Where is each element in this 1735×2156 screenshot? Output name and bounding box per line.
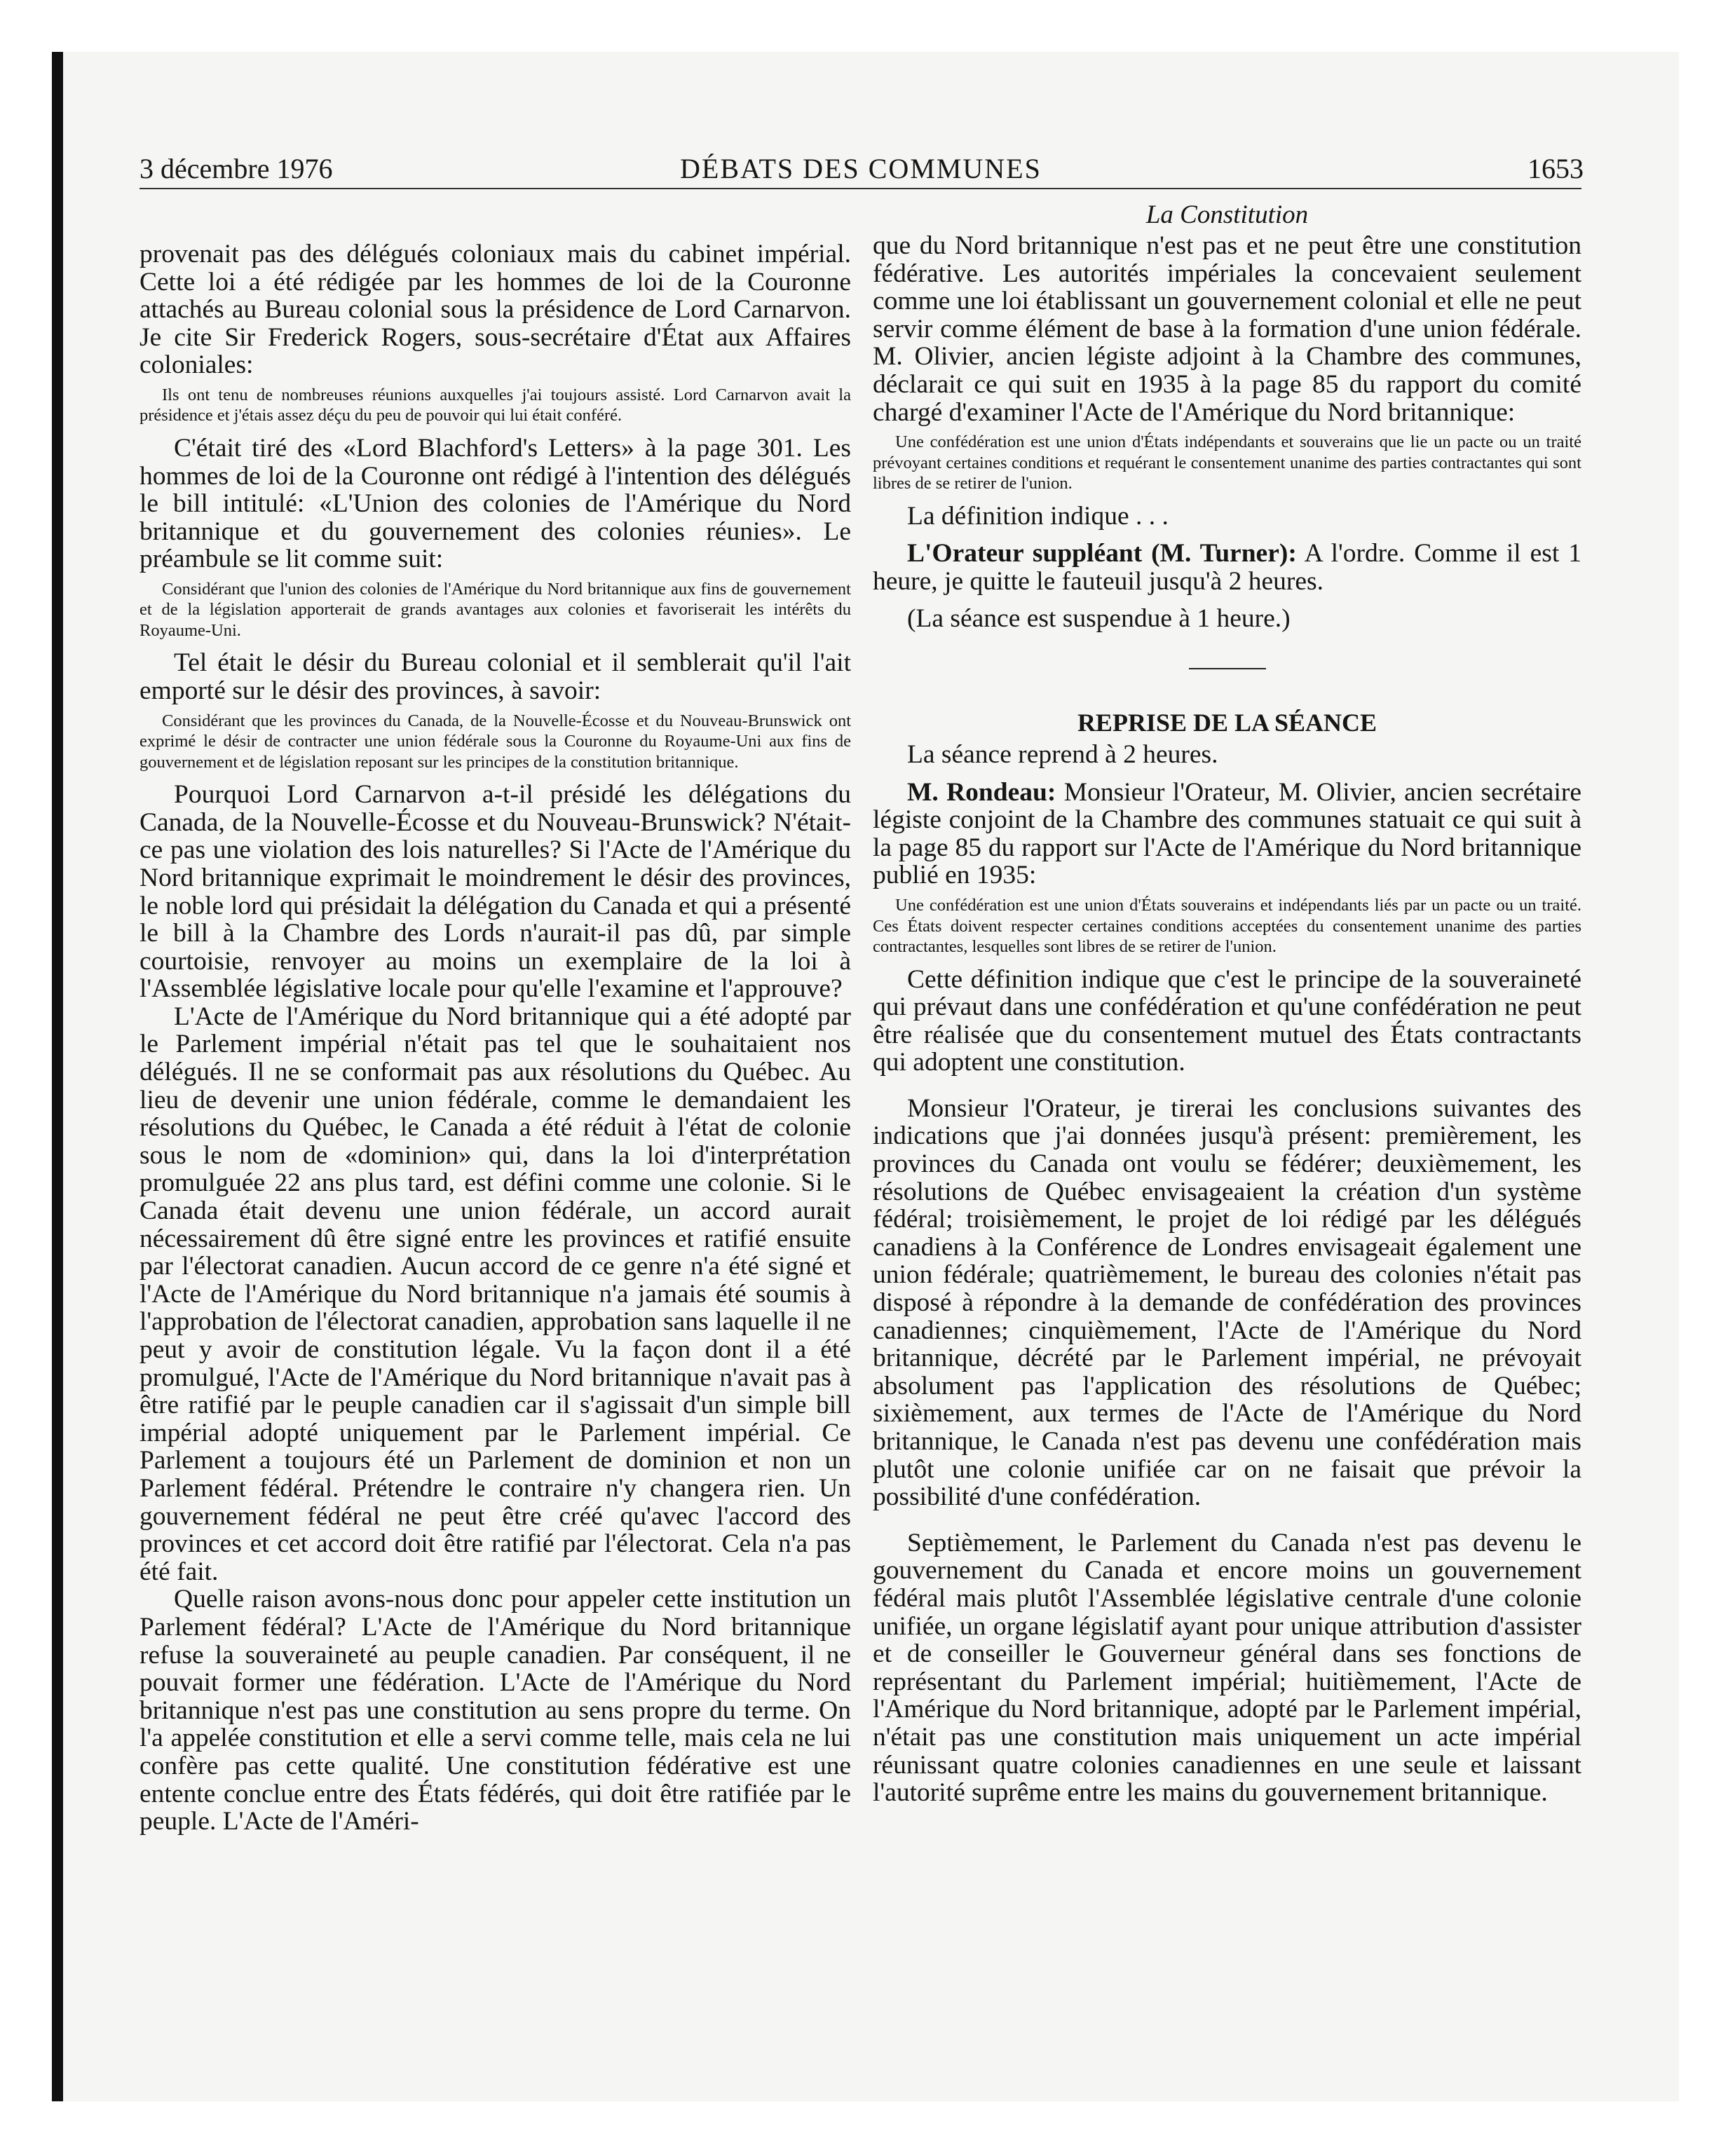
- speaker-name: L'Orateur suppléant (M. Turner):: [907, 539, 1297, 568]
- block-quote: Une confédération est une union d'États souverains et indépendants liés par un pacte ou un traité. Ces États doivent respecter certaines conditions acceptées du consentement unanime des parties contractantes, lesquelles sont libres de se retirer de l'union.: [873, 896, 1581, 956]
- block-quote: Ils ont tenu de nombreuses réunions auxquelles j'ai toujours assisté. Lord Carnarvon avait la présidence et j'étais assez déçu du peu de pouvoir qui lui était conféré.: [140, 385, 851, 425]
- block-quote: Une confédération est une union d'États indépendants et souverains que lie un pacte ou un traité prévoyant certaines conditions et requérant le consentement unanime des parties contractantes qui sont libres de se retirer de l'union.: [873, 432, 1581, 493]
- column-heading: La Constitution: [1145, 200, 1309, 229]
- paragraph: La définition indique . . .: [907, 501, 1169, 531]
- paragraph: La séance reprend à 2 heures.: [907, 740, 1218, 770]
- paragraph: Quelle raison avons-nous donc pour appeler cette institution un Parlement fédéral? L'Acte de l'Amérique du Nord britannique refuse la souveraineté au peuple canadien. Par conséquent, il ne pouvait former une fédération. L'Acte de l'Amérique du Nord britannique n'est pas une constitution au sens propre du terme. On l'a appelée constitution et elle a servi comme telle, mais cela ne lui confère pas cette qualité. Une constitution fédérative est une entente conclue entre des États fédérés, qui doit être ratifiée par le peuple. L'Acte de l'Améri-: [140, 1585, 851, 1836]
- header-page-number: 1653: [1528, 153, 1584, 184]
- binding-edge: [52, 52, 63, 2101]
- block-quote: Considérant que l'union des colonies de l'Amérique du Nord britannique aux fins de gouvernement et de la législation apporterait de grands avantages aux colonies et favoriserait les intérêts du Royaume-Uni.: [140, 579, 851, 640]
- speaker-paragraph: [873, 540, 1581, 595]
- block-quote: Considérant que les provinces du Canada, de la Nouvelle-Écosse et du Nouveau-Brunswick ont exprimé le désir de contracter une union fédérale sous la Couronne du Royaume-Uni aux fins de gouvernement et de législation reposant sur les principes de la constitution britannique.: [140, 711, 851, 772]
- speaker-paragraph: [873, 779, 1581, 889]
- section-title: REPRISE DE LA SÉANCE: [1077, 709, 1377, 737]
- paragraph: L'Acte de l'Amérique du Nord britannique qui a été adopté par le Parlement impérial n'était pas tel que le souhaitaient nos délégués. Il ne se conformait pas aux résolutions du Québec. Au lieu de devenir une union fédérale, comme le demandaient les résolutions du Québec, le Canada a été réduit à l'état de colonie sous le nom de «dominion» qui, dans la loi d'interprétation promulguée 22 ans plus tard, est défini comme une colonie. Si le Canada était devenu une union fédérale, un accord aurait nécessairement dû être signé entre les provinces et ratifié ensuite par l'électorat canadien. Aucun accord de ce genre n'a été signé et l'Acte de l'Amérique du Nord britannique n'a jamais été soumis à l'approbation de l'électorat canadien, approbation sans laquelle il ne peut y avoir de constitution légale. Vu la façon dont il a été promulgué, l'Acte de l'Amérique du Nord britannique n'avait pas à être ratifié par le peuple canadien car il s'agissait d'un simple bill impérial adopté uniquement par le Parlement impérial. Ce Parlement a toujours été un Parlement de dominion et non un Parlement fédéral. Prétendre le contraire n'y changera rien. Un gouvernement fédéral ne peut être créé qu'avec l'accord des provinces et cet accord doit être ratifié par l'électorat. Cela n'a pas été fait.: [140, 1002, 851, 1586]
- paragraph: Cette définition indique que c'est le principe de la souveraineté qui prévaut dans une confédération et qu'une confédération ne peut être réalisée que du consentement mutuel des États contractants qui adoptent une constitution.: [873, 964, 1581, 1077]
- header-title: DÉBATS DES COMMUNES: [680, 153, 1042, 184]
- right-column: [873, 200, 1581, 1807]
- paragraph: Tel était le désir du Bureau colonial et il semblerait qu'il l'ait emporté sur le désir des provinces, à savoir:: [140, 648, 851, 706]
- paragraph: provenait pas des délégués coloniaux mais du cabinet impérial. Cette loi a été rédigée par les hommes de loi de la Couronne attachés au Bureau colonial sous la présidence de Lord Carnarvon. Je cite Sir Frederick Rogers, sous-secrétaire d'État aux Affaires coloniales:: [140, 240, 851, 380]
- section-divider: [1189, 668, 1266, 669]
- paragraph: (La séance est suspendue à 1 heure.): [907, 604, 1291, 634]
- paragraph: Septièmement, le Parlement du Canada n'est pas devenu le gouvernement du Canada et encore moins un gouvernement fédéral mais plutôt l'Assemblée législative centrale d'une colonie unifiée, un organe législatif ayant pour unique attribution d'assister et de conseiller le Gouverneur général dans ses fonctions de représentant du Parlement impérial; huitièmement, l'Acte de l'Amérique du Nord britannique, adopté par le Parlement impérial, n'était pas une constitution mais uniquement un acte impérial réunissant quatre colonies canadiennes en une seule et laissant l'autorité suprême entre les mains du gouvernement britannique.: [873, 1528, 1581, 1808]
- header-date: 3 décembre 1976: [140, 153, 333, 184]
- speech-text: Monsieur l'Orateur, M. Olivier, ancien secrétaire légiste conjoint de la Chambre des communes statuait ce qui suit à la page 85 du rapport sur l'Acte de l'Amérique du Nord britannique publié en 1935:: [873, 777, 1581, 890]
- speech-text: A l'ordre. Comme il est 1 heure, je quitte le fauteuil jusqu'à 2 heures.: [873, 539, 1581, 596]
- paragraph: Monsieur l'Orateur, je tirerai les conclusions suivantes des indications que j'ai données jusqu'à présent: premièrement, les provinces du Canada ont voulu se fédérer; deuxièmement, les résolutions de Québec envisageaient la création d'un système fédéral; troisièmement, le projet de loi rédigé par les délégués canadiens à la Conférence de Londres envisageait également une union fédérale; quatrièmement, le bureau des colonies n'était pas disposé à répondre à la demande de confédération des provinces canadiennes; cinquièmement, l'Acte de l'Amérique du Nord britannique, décrété par le Parlement impérial, ne prévoyait absolument pas l'application des résolutions de Québec; sixièmement, aux termes de l'Acte de l'Amérique du Nord britannique, le Canada n'est pas devenu une confédération mais plutôt une colonie unifiée car on ne faisait que prévoir la possibilité d'une confédération.: [873, 1093, 1581, 1512]
- paragraph: que du Nord britannique n'est pas et ne peut être une constitution fédérative. Les autorités impériales la concevaient seulement comme une loi établissant un gouvernement colonial et elle ne peut servir comme élément de base à la formation d'une union fédérale. M. Olivier, ancien légiste adjoint à la Chambre des communes, déclarait ce qui suit en 1935 à la page 85 du rapport du comité chargé d'examiner l'Acte de l'Amérique du Nord britannique:: [873, 231, 1581, 427]
- paragraph: C'était tiré des «Lord Blachford's Letters» à la page 301. Les hommes de loi de la Couronne ont rédigé à l'intention des délégués le bill intitulé: «L'Union des colonies de l'Amérique du Nord britannique et du gouvernement des colonies réunies». Le préambule se lit comme suit:: [140, 433, 851, 574]
- paragraph: Pourquoi Lord Carnarvon a-t-il présidé les délégations du Canada, de la Nouvelle-Écosse et du Nouveau-Brunswick? N'était-ce pas une violation des lois naturelles? Si l'Acte de l'Amérique du Nord britannique exprimait le moindrement le désir des provinces, le noble lord qui présidait la délégation du Canada et qui a présenté le bill à la Chambre des Lords n'aurait-il pas dû, par simple courtoisie, renvoyer au moins un exemplaire de la loi à l'Assemblée législative locale pour qu'elle l'examine et l'approuve?: [140, 780, 851, 1004]
- speaker-name: M. Rondeau:: [907, 777, 1056, 807]
- left-column: [140, 240, 851, 1836]
- header-rule: [140, 188, 1581, 189]
